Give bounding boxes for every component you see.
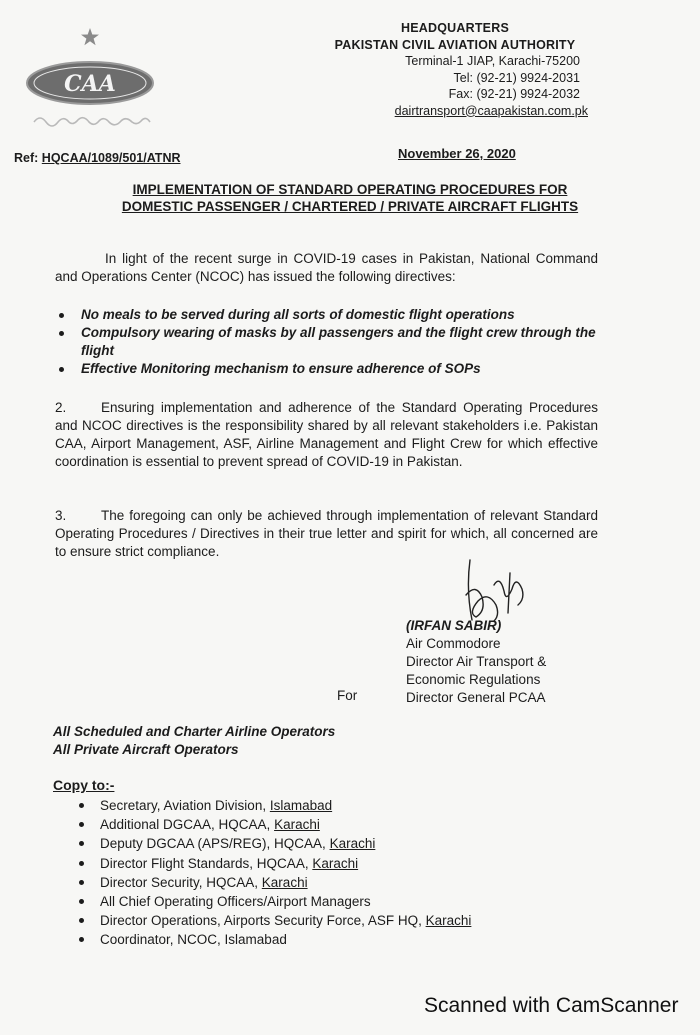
copy-to-place: Islamabad [269, 798, 333, 813]
copy-to-text: Additional DGCAA, HQCAA, [100, 817, 275, 833]
directive-item: No meals to be served during all sorts of domestic flight operations [57, 306, 617, 324]
for-label: For [337, 688, 358, 703]
letterhead-tel: Tel: (92-21) 9924-2031 [453, 70, 580, 85]
directives-list [57, 306, 617, 378]
subject-line-2: DOMESTIC PASSENGER / CHARTERED / PRIVATE AIRCRAFT FLIGHTS [121, 199, 579, 214]
reference-label: Ref: [14, 151, 39, 165]
copy-to-item [77, 911, 471, 930]
star-icon [80, 27, 100, 47]
copy-to-item [77, 834, 471, 853]
copy-to-text: Coordinator, NCOC, Islamabad [100, 932, 287, 948]
signer-block [406, 617, 546, 707]
copy-to-list [77, 796, 471, 950]
paragraph-2 [55, 399, 598, 471]
copy-to-text: All Chief Operating Officers/Airport Managers [100, 894, 371, 910]
letterhead-headquarters: HEADQUARTERS [401, 21, 509, 35]
paragraph-2-text: Ensuring implementation and adherence of the Standard Operating Procedures and NCOC directives is the responsibility shared by all relevant stakeholders i.e. Pakistan CAA, Airport Management, ASF, Airline Management and Flight Crew for which effective coordination is essential to prevent spread of COVID-19 in Pakistan. [55, 400, 598, 469]
copy-to-item [77, 796, 471, 815]
paragraph-3 [55, 507, 598, 561]
reference-number: HQCAA/1089/501/ATNR [41, 151, 181, 165]
paragraph-1: In light of the recent surge in COVID-19 cases in Pakistan, National Command and Operations Center (NCOC) has issued the following directives: [55, 251, 598, 284]
subject-line-1: IMPLEMENTATION OF STANDARD OPERATING PROCEDURES FOR [132, 182, 568, 197]
copy-to-item [77, 815, 471, 834]
letter-date: November 26, 2020 [398, 146, 516, 161]
copy-to-item [77, 873, 471, 892]
paragraph-2-number: 2. [55, 400, 67, 415]
signer-title-2: Economic Regulations [406, 672, 541, 687]
letterhead [300, 20, 610, 119]
letterhead-organization: PAKISTAN CIVIL AVIATION AUTHORITY [334, 37, 576, 52]
copy-to-item [77, 854, 471, 873]
copy-to-place: Karachi [329, 836, 376, 852]
copy-to-text: Director Flight Standards, HQCAA, [100, 855, 313, 871]
paragraph-3-number: 3. [55, 508, 67, 523]
paragraph-3-text: The foregoing can only be achieved through implementation of relevant Standard Operating Procedures / Directives in their true letter and spirit for which, all concerned are to ensure strict compliance. [55, 508, 598, 559]
copy-to-text: Deputy DGCAA (APS/REG), HQCAA, [100, 836, 330, 852]
signer-name: (IRFAN SABIR) [406, 618, 502, 633]
signer-title-1: Director Air Transport & [406, 654, 547, 669]
copy-to-text: Secretary, Aviation Division, [100, 798, 270, 813]
copy-to-heading: Copy to:- [53, 777, 115, 793]
caa-logo-icon [24, 58, 156, 108]
copy-to-place: Karachi [261, 874, 308, 890]
copy-to-text: Director Operations, Airports Security Force, ASF HQ, [100, 913, 426, 929]
addressee-item: All Scheduled and Charter Airline Operators [53, 724, 336, 739]
copy-to-place: Karachi [274, 817, 320, 833]
signer-title-3: Director General PCAA [406, 690, 546, 705]
copy-to-item [77, 930, 471, 949]
urdu-script-logo [30, 110, 160, 130]
copy-to-text: Director Security, HQCAA, [100, 874, 262, 890]
signer-rank: Air Commodore [406, 636, 501, 651]
letterhead-email[interactable]: dairtransport@caapakistan.com.pk [394, 103, 588, 118]
subject-heading [40, 181, 660, 215]
copy-to-item [77, 892, 471, 911]
letterhead-address: Terminal-1 JIAP, Karachi-75200 [405, 54, 580, 68]
reference [14, 151, 181, 165]
copy-to-place: Karachi [425, 913, 472, 929]
directive-item: Effective Monitoring mechanism to ensure adherence of SOPs [57, 360, 617, 378]
scanner-watermark: Scanned with CamScanner [424, 994, 679, 1017]
addressees [53, 723, 335, 759]
logo-text: CAA [64, 71, 116, 97]
directive-item: Compulsory wearing of masks by all passengers and the flight crew through the flight [57, 324, 617, 360]
copy-to-place: Karachi [312, 855, 359, 871]
letterhead-fax: Fax: (92-21) 9924-2032 [448, 87, 580, 101]
addressee-item: All Private Aircraft Operators [53, 742, 239, 757]
